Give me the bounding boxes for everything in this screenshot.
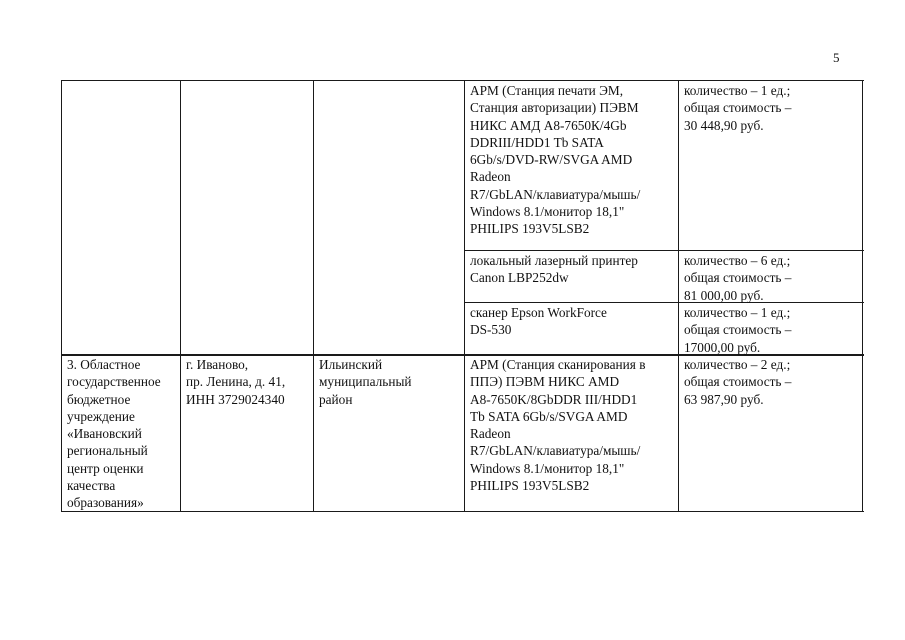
equipment-cell [470, 252, 638, 287]
column-border [464, 80, 465, 512]
text-line: «Ивановский [67, 426, 142, 442]
text-line: 17000,00 руб. [684, 339, 761, 355]
text-line: PHILIPS 193V5LSB2 [470, 478, 590, 494]
quantity-cell [684, 252, 791, 304]
text-line: региональный [67, 443, 148, 459]
text-line: Canon LBP252dw [470, 270, 569, 286]
text-line: Tb SATA 6Gb/s/SVGA AMD [470, 408, 628, 424]
text-line: общая стоимость – [684, 270, 792, 286]
text-line: пр. Ленина, д. 41, [186, 374, 286, 390]
row-divider [464, 250, 864, 251]
text-line: АРМ (Станция сканирования в [470, 357, 646, 372]
text-line: образования» [67, 495, 144, 511]
text-line: R7/GbLAN/клавиатура/мышь/ [470, 443, 641, 459]
text-line: Windows 8.1/монитор 18,1" [470, 204, 625, 220]
text-line: учреждение [67, 408, 135, 424]
text-line: ППЭ) ПЭВМ НИКС AMD [470, 374, 620, 390]
text-line: сканер Epson WorkForce [470, 305, 607, 320]
table-bottom-border [61, 511, 864, 512]
text-line: Radeon [470, 426, 511, 442]
text-line: 30 448,90 руб. [684, 117, 764, 133]
text-line: центр оценки [67, 460, 144, 476]
equipment-cell [470, 82, 640, 238]
text-line: количество – 1 ед.; [684, 83, 791, 98]
quantity-cell [684, 356, 791, 408]
column-border [678, 80, 679, 512]
text-line: качества [67, 478, 116, 494]
text-line: локальный лазерный принтер [470, 253, 638, 268]
text-line: бюджетное [67, 391, 131, 407]
text-line: НИКС АМД А8-7650К/4Gb [470, 117, 627, 133]
text-line: общая стоимость – [684, 322, 792, 338]
table-top-border [61, 80, 864, 81]
text-line: общая стоимость – [684, 100, 792, 116]
quantity-cell [684, 304, 791, 356]
district-cell [319, 356, 412, 408]
text-line: Radeon [470, 169, 511, 185]
text-line: R7/GbLAN/клавиатура/мышь/ [470, 186, 641, 202]
text-line: количество – 6 ед.; [684, 253, 791, 268]
text-line: количество – 2 ед.; [684, 357, 791, 372]
text-line: общая стоимость – [684, 374, 792, 390]
equipment-cell [470, 356, 645, 494]
institution-cell [67, 356, 161, 512]
text-line: Windows 8.1/монитор 18,1" [470, 460, 625, 476]
text-line: муниципальный [319, 374, 412, 390]
column-border [61, 80, 62, 512]
text-line: количество – 1 ед.; [684, 305, 791, 320]
column-border [313, 80, 314, 512]
text-line: Станция авторизации) ПЭВМ [470, 100, 639, 116]
text-line: 63 987,90 руб. [684, 391, 764, 407]
text-line: 3. Областное [67, 357, 141, 372]
text-line: PHILIPS 193V5LSB2 [470, 221, 590, 237]
text-line: АРМ (Станция печати ЭМ, [470, 83, 624, 98]
equipment-cell [470, 304, 607, 339]
quantity-cell [684, 82, 791, 134]
text-line: A8-7650K/8GbDDR III/HDD1 [470, 391, 638, 407]
text-line: ИНН 3729024340 [186, 391, 285, 407]
text-line: 81 000,00 руб. [684, 287, 764, 303]
text-line: DS-530 [470, 322, 512, 338]
text-line: Ильинский [319, 357, 383, 372]
text-line: 6Gb/s/DVD-RW/SVGA AMD [470, 152, 633, 168]
row-divider [464, 302, 864, 303]
page-number: 5 [833, 50, 840, 65]
text-line: район [319, 391, 353, 407]
column-border [862, 80, 863, 512]
address-cell [186, 356, 285, 408]
column-border [180, 80, 181, 512]
text-line: г. Иваново, [186, 357, 249, 372]
text-line: государственное [67, 374, 161, 390]
text-line: DDRIII/HDD1 Tb SATA [470, 134, 604, 150]
